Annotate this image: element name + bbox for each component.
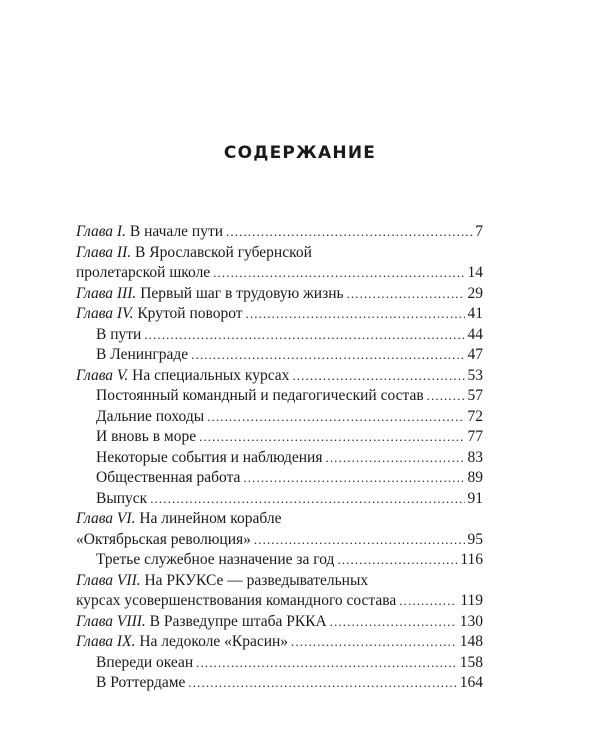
- toc-entry-second-line[interactable]: [76, 591, 483, 612]
- page-number: 53: [467, 366, 483, 384]
- entry-title: Выпуск: [96, 489, 148, 507]
- page-number: 83: [467, 448, 483, 466]
- toc-subentry[interactable]: [76, 653, 483, 674]
- entry-title: В Ленинграде: [96, 346, 189, 363]
- page-number: 148: [459, 633, 483, 650]
- entry-title: В начале пути: [129, 223, 224, 240]
- entry-title: Крутой поворот: [137, 305, 243, 322]
- toc-entry-label: [76, 222, 223, 243]
- toc-entry[interactable]: [76, 304, 483, 325]
- entry-title: И вновь в море: [96, 428, 197, 445]
- toc-subentry[interactable]: [76, 550, 483, 571]
- toc-entry-label: [76, 632, 288, 653]
- toc-subentry[interactable]: [76, 489, 483, 510]
- entry-title: На ледоколе «Красин»: [139, 633, 289, 650]
- dot-leader: [144, 325, 464, 346]
- dot-leader: [199, 427, 464, 448]
- chapter-number: Глава II.: [76, 243, 132, 261]
- dot-leader: [291, 632, 457, 653]
- toc-subentry[interactable]: [76, 427, 483, 448]
- dot-leader: [246, 304, 465, 325]
- toc-entry-label: [76, 509, 281, 530]
- dot-leader: [330, 612, 457, 633]
- dot-leader: [325, 448, 464, 469]
- chapter-number: Глава V.: [76, 366, 129, 384]
- entry-title-continued: курсах усовершенствования командного состава: [76, 592, 397, 609]
- toc-entry[interactable]: [76, 612, 483, 633]
- chapter-number: Глава I.: [76, 223, 126, 240]
- table-of-contents: [76, 222, 483, 694]
- page-number: 14: [467, 264, 483, 281]
- toc-subentry[interactable]: [76, 448, 483, 469]
- chapter-number: Глава VIII.: [76, 612, 146, 630]
- chapter-number: Глава VII.: [76, 571, 141, 589]
- entry-title: Первый шаг в трудовую жизнь: [140, 284, 344, 302]
- toc-subentry[interactable]: [76, 345, 483, 366]
- entry-title: На линейном корабле: [139, 510, 282, 527]
- page-number: 95: [467, 530, 483, 548]
- toc-entry-first-line[interactable]: [76, 509, 483, 530]
- toc-entry-label: [76, 571, 368, 592]
- toc-entry[interactable]: [76, 222, 483, 243]
- entry-title: На специальных курсах: [132, 366, 290, 384]
- toc-entry-label: [76, 243, 312, 264]
- page-number: 44: [467, 325, 483, 343]
- toc-entry-second-line[interactable]: [76, 530, 483, 551]
- toc-entry-label: [76, 284, 344, 305]
- page-title: СОДЕРЖАНИЕ: [223, 143, 377, 163]
- dot-leader: [188, 673, 456, 694]
- dot-leader: [254, 530, 465, 551]
- entry-title: Дальние походы: [96, 407, 205, 425]
- toc-entry[interactable]: [76, 366, 483, 387]
- page-number: 7: [475, 223, 483, 240]
- entry-title: Впереди океан: [96, 653, 194, 671]
- dot-leader: [213, 263, 464, 284]
- chapter-number: Глава IV.: [76, 305, 134, 322]
- entry-title: Общественная работа: [96, 469, 241, 486]
- toc-subentry[interactable]: [76, 673, 483, 694]
- page-number: 89: [467, 469, 483, 486]
- dot-leader: [347, 284, 465, 305]
- dot-leader: [292, 366, 464, 387]
- page-number: 29: [467, 284, 483, 302]
- page-number: 41: [467, 305, 483, 322]
- entry-title: В Роттердаме: [96, 674, 186, 691]
- chapter-number: Глава IX.: [76, 633, 136, 650]
- page-number: 158: [459, 653, 483, 671]
- toc-subentry[interactable]: [76, 325, 483, 346]
- dot-leader: [226, 222, 472, 243]
- entry-title: В Ярославской губернской: [135, 243, 312, 261]
- entry-title: Постоянный командный и педагогический состав: [96, 387, 424, 404]
- entry-title: В пути: [96, 325, 142, 343]
- dot-leader: [207, 407, 464, 428]
- toc-subentry[interactable]: [76, 468, 483, 489]
- toc-entry[interactable]: [76, 284, 483, 305]
- page-number: 119: [460, 592, 483, 609]
- toc-entry-second-line[interactable]: [76, 263, 483, 284]
- dot-leader: [427, 386, 465, 407]
- dot-leader: [150, 489, 464, 510]
- entry-title-continued: пролетарской школе: [76, 264, 211, 281]
- dot-leader: [337, 550, 457, 571]
- entry-title: Некоторые события и наблюдения: [96, 448, 323, 466]
- page-number: 130: [459, 612, 483, 630]
- page-number: 116: [460, 551, 483, 568]
- page-number: 57: [467, 387, 483, 404]
- toc-entry-first-line[interactable]: [76, 571, 483, 592]
- toc-entry-first-line[interactable]: [76, 243, 483, 264]
- entry-title: На РКУКСе — разведывательных: [144, 571, 369, 589]
- toc-entry-label: [76, 612, 327, 633]
- toc-entry[interactable]: [76, 632, 483, 653]
- chapter-number: Глава III.: [76, 284, 137, 302]
- toc-entry-label: [76, 304, 243, 325]
- dot-leader: [399, 591, 457, 612]
- page-number: 72: [467, 407, 483, 425]
- toc-subentry[interactable]: [76, 386, 483, 407]
- dot-leader: [196, 653, 457, 674]
- chapter-number: Глава VI.: [76, 510, 136, 527]
- dot-leader: [243, 468, 464, 489]
- entry-title: Третье служебное назначение за год: [96, 551, 335, 568]
- entry-title: В Разведупре штаба РККА: [149, 612, 327, 630]
- toc-entry-label: [76, 366, 289, 387]
- entry-title-continued: «Октябрьская революция»: [76, 530, 251, 548]
- page-number: 91: [467, 489, 483, 507]
- dot-leader: [191, 345, 464, 366]
- page-number: 164: [459, 674, 483, 691]
- page-number: 47: [467, 346, 483, 363]
- page-number: 77: [467, 428, 483, 445]
- toc-subentry[interactable]: [76, 407, 483, 428]
